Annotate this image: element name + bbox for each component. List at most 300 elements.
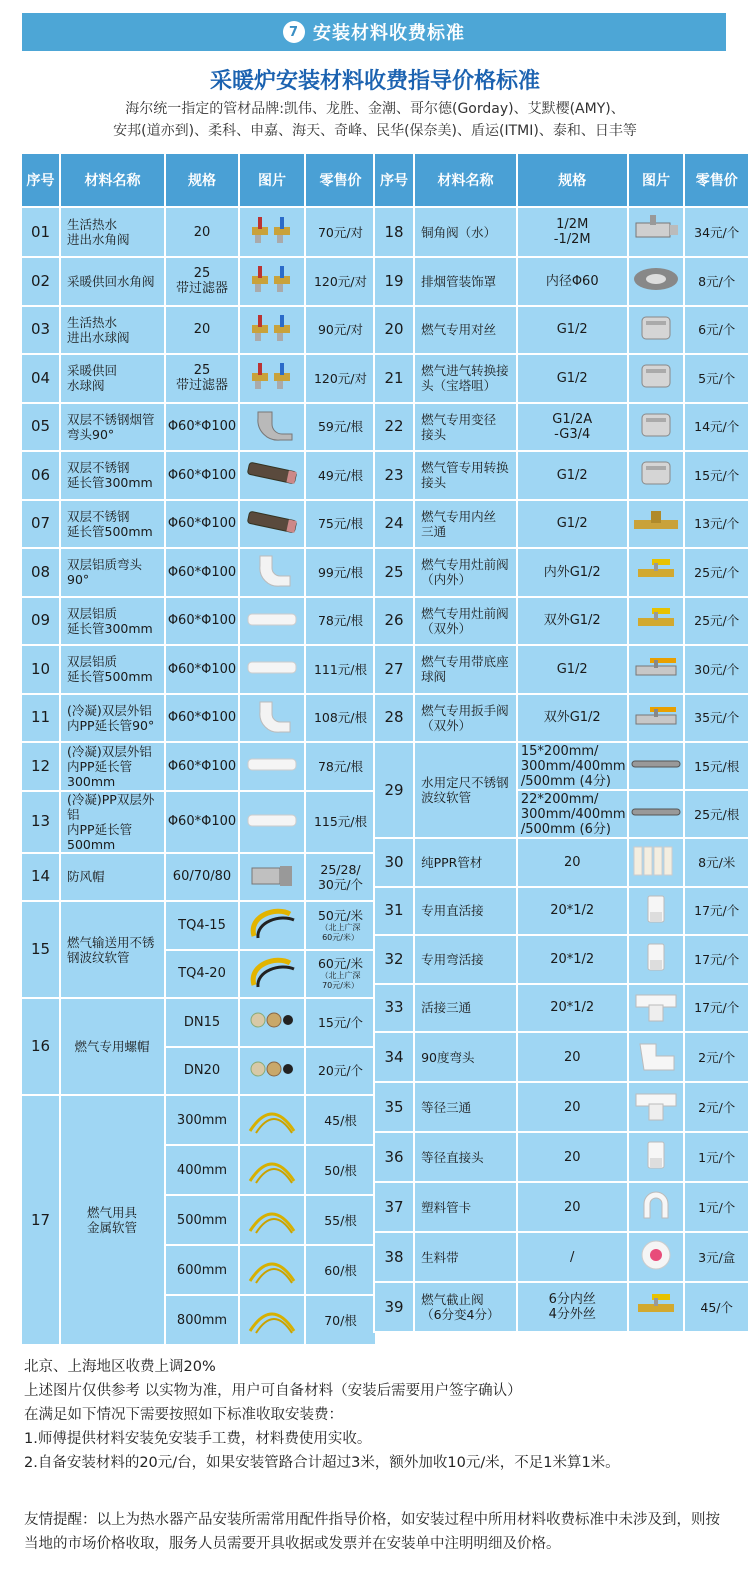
price xyxy=(685,791,748,837)
tee-icon xyxy=(630,505,682,539)
picture-cell xyxy=(240,452,304,499)
picture-cell xyxy=(240,792,304,852)
column-header: 图片 xyxy=(240,154,304,206)
picture-cell xyxy=(240,999,304,1046)
material-name: 90度弯头 xyxy=(415,1033,516,1081)
steel-pipe-icon xyxy=(246,456,298,490)
row-number: 21 xyxy=(375,355,413,402)
row-number: 35 xyxy=(375,1083,413,1131)
metal-hose-icon xyxy=(246,1101,298,1135)
section-title: 安装材料收费标准 xyxy=(313,23,465,44)
spec: 25 带过滤器 xyxy=(166,355,238,402)
notes xyxy=(24,1355,729,1475)
angle-valve-icon xyxy=(630,213,682,247)
price-note: （北上广深 70元/米） xyxy=(320,971,361,991)
row-number: 18 xyxy=(375,208,413,256)
spec: 20 xyxy=(166,307,238,354)
table-row xyxy=(375,936,748,983)
material-name: 燃气专用内丝 三通 xyxy=(415,501,516,548)
picture-cell xyxy=(629,258,684,305)
material-name: 采暖供回水角阀 xyxy=(61,258,164,305)
table-row xyxy=(375,1283,748,1331)
spec: DN20 xyxy=(166,1048,238,1095)
picture-cell xyxy=(240,854,304,901)
picture-cell xyxy=(240,646,304,693)
price: 78元/根 xyxy=(306,598,375,645)
note-line: 北京、上海地区收费上调20% xyxy=(24,1359,216,1375)
price: 8元/个 xyxy=(685,258,748,305)
spec: G1/2 xyxy=(518,355,627,402)
table-row xyxy=(375,695,748,742)
material-name: 双层不锈钢烟管 弯头90° xyxy=(61,404,164,451)
ball-valve-icon xyxy=(630,699,682,733)
price: 35元/个 xyxy=(685,695,748,742)
spec: 20 xyxy=(518,1083,627,1131)
row-number: 06 xyxy=(22,452,59,499)
row-number: 05 xyxy=(22,404,59,451)
price: 14元/个 xyxy=(685,404,748,451)
table-row xyxy=(22,598,375,645)
picture-cell xyxy=(629,1233,684,1281)
price-value: 25元/根 xyxy=(694,806,740,822)
page-title: 采暖炉安装材料收费指导价格标准 xyxy=(209,69,540,94)
row-number: 14 xyxy=(22,854,59,901)
table-row xyxy=(22,1096,375,1144)
material-name: 燃气专用对丝 xyxy=(415,307,516,354)
table-row xyxy=(375,1083,748,1131)
column-header: 序号 xyxy=(375,154,413,206)
valve-pair-icon xyxy=(246,262,298,296)
material-name: 等径三通 xyxy=(415,1083,516,1131)
note-line: 在满足如下情况下需要按照如下标准收取安装费： xyxy=(24,1407,343,1423)
spec: G1/2 xyxy=(518,452,627,499)
fitting-icon xyxy=(630,408,682,442)
picture-cell xyxy=(240,404,304,451)
price: 30元/个 xyxy=(685,646,748,693)
table-row xyxy=(22,501,375,548)
table-row xyxy=(375,501,748,548)
valve-pair-icon xyxy=(246,359,298,393)
row-number: 25 xyxy=(375,549,413,596)
price-value: 45/根 xyxy=(324,1112,357,1128)
spec: TQ4-20 xyxy=(166,951,238,998)
price: 17元/个 xyxy=(685,936,748,983)
picture-cell xyxy=(240,1096,304,1144)
spec: 400mm xyxy=(166,1146,238,1194)
ppr-tee-icon xyxy=(630,1088,682,1122)
spec: 20 xyxy=(518,839,627,886)
spec: 双外G1/2 xyxy=(518,695,627,742)
picture-cell xyxy=(629,1183,684,1231)
spec: / xyxy=(518,1233,627,1281)
material-name: 活接三通 xyxy=(415,985,516,1032)
row-number: 36 xyxy=(375,1133,413,1181)
valve-pair-icon xyxy=(246,213,298,247)
material-name: 燃气专用扳手阀 （双外） xyxy=(415,695,516,742)
table-row xyxy=(22,902,375,949)
ppr-elbow-icon xyxy=(630,1038,682,1072)
picture-cell xyxy=(629,549,684,596)
price-value: 60元/米 xyxy=(317,956,364,972)
row-number: 23 xyxy=(375,452,413,499)
spec: Φ60*Φ100 xyxy=(166,452,238,499)
row-number: 12 xyxy=(22,743,59,790)
table-row xyxy=(22,208,375,256)
metal-hose-icon xyxy=(246,1301,298,1335)
material-name: 燃气进气转换接 头（宝塔咀） xyxy=(415,355,516,402)
price-value: 20元/个 xyxy=(317,1063,364,1079)
gas-valve-icon xyxy=(630,602,682,636)
price-table-right xyxy=(373,152,750,1333)
spec: 25 带过滤器 xyxy=(166,258,238,305)
note-line: 1.师傅提供材料安装免安装手工费，材料费使用实收。 xyxy=(24,1431,372,1447)
valve-pair-icon xyxy=(246,311,298,345)
material-name: 燃气专用灶前阀 （内外） xyxy=(415,549,516,596)
picture-cell xyxy=(629,355,684,402)
picture-cell xyxy=(240,1146,304,1194)
price xyxy=(306,1196,375,1244)
material-name: 生料带 xyxy=(415,1233,516,1281)
row-number: 11 xyxy=(22,695,59,742)
picture-cell xyxy=(240,355,304,402)
spec: Φ60*Φ100 xyxy=(166,743,238,790)
table-row xyxy=(375,1233,748,1281)
spec: Φ60*Φ100 xyxy=(166,598,238,645)
brand-line: 安邦(道亦到)、柔科、申嘉、海天、奇峰、民华(保奈美)、盾运(ITMI)、泰和、日丰等 xyxy=(113,123,637,139)
price-value: 60/根 xyxy=(324,1262,357,1278)
material-name: 双层铝质 延长管500mm xyxy=(61,646,164,693)
table-row xyxy=(22,743,375,790)
material-name: 生活热水 进出水球阀 xyxy=(61,307,164,354)
spec: Φ60*Φ100 xyxy=(166,695,238,742)
spec: 20 xyxy=(518,1133,627,1181)
steel-hose-icon xyxy=(630,747,682,781)
spec: DN15 xyxy=(166,999,238,1046)
price xyxy=(306,1296,375,1344)
friendly-tip: 友情提醒：以上为热水器产品安装所需常用配件指导价格，如安装过程中所用材料收费标准中未涉及到，则按当地的市场价格收取，服务人员需要开具收据或发票并在安装单中注明明细及价格。 xyxy=(24,1512,720,1552)
row-number: 13 xyxy=(22,792,59,852)
material-name: 纯PPR管材 xyxy=(415,839,516,886)
picture-cell xyxy=(240,549,304,596)
ppr-pipes-icon xyxy=(630,843,682,877)
row-number: 32 xyxy=(375,936,413,983)
steel-elbow-icon xyxy=(246,408,298,442)
white-elbow-icon xyxy=(246,553,298,587)
price-value: 70/根 xyxy=(324,1312,357,1328)
table-row xyxy=(22,695,375,742)
ppr-fitting-icon xyxy=(630,940,682,974)
price: 15元/个 xyxy=(685,452,748,499)
spec: G1/2 xyxy=(518,501,627,548)
price: 78元/根 xyxy=(306,743,375,790)
material-name: 双层铝质弯头90° xyxy=(61,549,164,596)
row-number: 31 xyxy=(375,888,413,935)
price xyxy=(306,1096,375,1144)
row-number: 04 xyxy=(22,355,59,402)
price-value: 50/根 xyxy=(324,1162,357,1178)
table-row xyxy=(375,1033,748,1081)
spec: 300mm xyxy=(166,1096,238,1144)
price-value: 15元/个 xyxy=(317,1014,364,1030)
row-number: 27 xyxy=(375,646,413,693)
table-row xyxy=(22,854,375,901)
price-value: 15元/根 xyxy=(694,758,740,774)
spec: Φ60*Φ100 xyxy=(166,501,238,548)
price: 49元/根 xyxy=(306,452,375,499)
material-name: 等径直接头 xyxy=(415,1133,516,1181)
spec: 内外G1/2 xyxy=(518,549,627,596)
table-row xyxy=(375,985,748,1032)
spec: 20 xyxy=(518,1183,627,1231)
material-name: 燃气专用螺帽 xyxy=(61,999,164,1094)
nut-icon xyxy=(246,1003,298,1037)
price-value: 55/根 xyxy=(324,1212,357,1228)
wind-cap-icon xyxy=(246,858,298,892)
white-elbow-icon xyxy=(246,699,298,733)
price: 3元/盒 xyxy=(685,1233,748,1281)
brand-list xyxy=(0,98,750,142)
price xyxy=(306,951,375,998)
picture-cell xyxy=(629,598,684,645)
table-row xyxy=(22,355,375,402)
picture-cell xyxy=(629,452,684,499)
price: 1元/个 xyxy=(685,1133,748,1181)
note-line: 上述图片仅供参考 以实物为准，用户可自备材料（安装后需要用户签字确认） xyxy=(24,1383,522,1399)
gas-valve-icon xyxy=(630,1288,682,1322)
picture-cell xyxy=(629,695,684,742)
material-name: (冷凝)PP双层外铝 内PP延长管500mm xyxy=(61,792,164,852)
material-name: 塑料管卡 xyxy=(415,1183,516,1231)
row-number: 15 xyxy=(22,902,59,997)
picture-cell xyxy=(629,985,684,1032)
nut-icon xyxy=(246,1052,298,1086)
table-row xyxy=(22,646,375,693)
price: 115元/根 xyxy=(306,792,375,852)
row-number: 38 xyxy=(375,1233,413,1281)
picture-cell xyxy=(629,1283,684,1331)
price: 120元/对 xyxy=(306,355,375,402)
picture-cell xyxy=(240,501,304,548)
steel-hose-icon xyxy=(630,795,682,829)
price xyxy=(306,1246,375,1294)
material-name: 燃气专用带底座 球阀 xyxy=(415,646,516,693)
picture-cell xyxy=(629,307,684,354)
material-name: 水用定尺不锈钢 波纹软管 xyxy=(415,743,516,837)
picture-cell xyxy=(629,208,684,256)
row-number: 19 xyxy=(375,258,413,305)
ring-cover-icon xyxy=(630,262,682,296)
row-number: 39 xyxy=(375,1283,413,1331)
spec: G1/2A -G3/4 xyxy=(518,404,627,451)
material-name: 燃气截止阀 （6分变4分） xyxy=(415,1283,516,1331)
row-number: 24 xyxy=(375,501,413,548)
price: 75元/根 xyxy=(306,501,375,548)
spec: 20 xyxy=(166,208,238,256)
row-number: 22 xyxy=(375,404,413,451)
tape-icon xyxy=(630,1238,682,1272)
table-row xyxy=(375,888,748,935)
price: 70元/对 xyxy=(306,208,375,256)
table-row xyxy=(375,646,748,693)
note-line: 2.自备安装材料的20元/台，如果安装管路合计超过3米，额外加收10元/米，不足1米算1米。 xyxy=(24,1455,620,1471)
picture-cell xyxy=(629,839,684,886)
picture-cell xyxy=(240,743,304,790)
table-row xyxy=(375,549,748,596)
ppr-fitting-icon xyxy=(630,1138,682,1172)
row-number: 16 xyxy=(22,999,59,1094)
price: 99元/根 xyxy=(306,549,375,596)
steel-pipe-icon xyxy=(246,505,298,539)
column-header: 序号 xyxy=(22,154,59,206)
price-value: 50元/米 xyxy=(317,907,364,923)
yellow-hose-icon xyxy=(246,906,298,940)
row-number: 28 xyxy=(375,695,413,742)
material-name: 生活热水 进出水角阀 xyxy=(61,208,164,256)
picture-cell xyxy=(629,1083,684,1131)
table-row xyxy=(375,452,748,499)
material-name: 防风帽 xyxy=(61,854,164,901)
spec: Φ60*Φ100 xyxy=(166,549,238,596)
material-name: (冷凝)双层外铝 内PP延长管90° xyxy=(61,695,164,742)
spec: 22*200mm/ 300mm/400mm /500mm (6分) xyxy=(518,791,627,837)
material-name: 双层不锈钢 延长管300mm xyxy=(61,452,164,499)
row-number: 08 xyxy=(22,549,59,596)
picture-cell xyxy=(240,598,304,645)
picture-cell xyxy=(629,646,684,693)
table-row xyxy=(375,839,748,886)
row-number: 26 xyxy=(375,598,413,645)
material-name: 采暖供回 水球阀 xyxy=(61,355,164,402)
spec: Φ60*Φ100 xyxy=(166,404,238,451)
table-row xyxy=(375,307,748,354)
price: 90元/对 xyxy=(306,307,375,354)
price: 17元/个 xyxy=(685,888,748,935)
price: 17元/个 xyxy=(685,985,748,1032)
metal-hose-icon xyxy=(246,1201,298,1235)
column-header: 规格 xyxy=(166,154,238,206)
table-row xyxy=(22,452,375,499)
material-name: 燃气用具 金属软管 xyxy=(61,1096,164,1344)
spec: 15*200mm/ 300mm/400mm /500mm (4分) xyxy=(518,743,627,789)
spec: 内径Φ60 xyxy=(518,258,627,305)
column-header: 材料名称 xyxy=(415,154,516,206)
row-number: 03 xyxy=(22,307,59,354)
table-row xyxy=(22,999,375,1046)
metal-hose-icon xyxy=(246,1151,298,1185)
fitting-icon xyxy=(630,456,682,490)
row-number: 07 xyxy=(22,501,59,548)
column-header: 零售价 xyxy=(685,154,748,206)
spec: 500mm xyxy=(166,1196,238,1244)
price xyxy=(306,1048,375,1095)
picture-cell xyxy=(240,1296,304,1344)
spec: 800mm xyxy=(166,1296,238,1344)
spec: 60/70/80 xyxy=(166,854,238,901)
fitting-icon xyxy=(630,311,682,345)
price: 25元/个 xyxy=(685,598,748,645)
yellow-hose-icon xyxy=(246,955,298,989)
picture-cell xyxy=(240,1196,304,1244)
picture-cell xyxy=(240,1048,304,1095)
picture-cell xyxy=(629,404,684,451)
price: 6元/个 xyxy=(685,307,748,354)
picture-cell xyxy=(240,208,304,256)
row-number: 01 xyxy=(22,208,59,256)
material-name: 燃气专用变径 接头 xyxy=(415,404,516,451)
row-number: 17 xyxy=(22,1096,59,1344)
spec: 20*1/2 xyxy=(518,985,627,1032)
price: 108元/根 xyxy=(306,695,375,742)
column-header: 规格 xyxy=(518,154,627,206)
picture-cell xyxy=(629,501,684,548)
spec: 6分内丝 4分外丝 xyxy=(518,1283,627,1331)
material-name: 双层铝质 延长管300mm xyxy=(61,598,164,645)
spec: Φ60*Φ100 xyxy=(166,646,238,693)
fitting-icon xyxy=(630,359,682,393)
section-banner xyxy=(22,13,726,51)
picture-cell xyxy=(629,791,684,837)
spec: 20*1/2 xyxy=(518,936,627,983)
picture-cell xyxy=(629,1033,684,1081)
picture-cell xyxy=(629,936,684,983)
row-number: 02 xyxy=(22,258,59,305)
brand-line: 海尔统一指定的管材品牌:凯伟、龙胜、金潮、哥尔德(Gorday)、艾默樱(AMY)、 xyxy=(125,101,625,117)
gas-valve-icon xyxy=(630,553,682,587)
material-name: 燃气专用灶前阀 （双外） xyxy=(415,598,516,645)
material-name: 燃气输送用不锈 钢波纹软管 xyxy=(61,902,164,997)
material-name: 双层不锈钢 延长管500mm xyxy=(61,501,164,548)
row-number: 10 xyxy=(22,646,59,693)
material-name: 铜角阀（水） xyxy=(415,208,516,256)
picture-cell xyxy=(240,307,304,354)
ppr-tee-icon xyxy=(630,989,682,1023)
spec: G1/2 xyxy=(518,646,627,693)
picture-cell xyxy=(240,258,304,305)
row-number: 29 xyxy=(375,743,413,837)
column-header: 零售价 xyxy=(306,154,375,206)
row-number: 34 xyxy=(375,1033,413,1081)
white-pipe-icon xyxy=(246,650,298,684)
price: 111元/根 xyxy=(306,646,375,693)
ball-valve-icon xyxy=(630,650,682,684)
price: 25元/个 xyxy=(685,549,748,596)
price: 2元/个 xyxy=(685,1033,748,1081)
price: 25/28/ 30元/个 xyxy=(306,854,375,901)
price: 34元/个 xyxy=(685,208,748,256)
metal-hose-icon xyxy=(246,1251,298,1285)
price-note: （北上广深 60元/米） xyxy=(320,922,361,942)
table-row xyxy=(375,404,748,451)
price: 13元/个 xyxy=(685,501,748,548)
table-row xyxy=(375,208,748,256)
price xyxy=(685,743,748,789)
table-row xyxy=(375,598,748,645)
spec: 20*1/2 xyxy=(518,888,627,935)
picture-cell xyxy=(240,1246,304,1294)
price: 2元/个 xyxy=(685,1083,748,1131)
pipe-clip-icon xyxy=(630,1188,682,1222)
row-number: 30 xyxy=(375,839,413,886)
table-row xyxy=(375,355,748,402)
price: 120元/对 xyxy=(306,258,375,305)
price: 59元/根 xyxy=(306,404,375,451)
spec: G1/2 xyxy=(518,307,627,354)
material-name: 排烟管装饰罩 xyxy=(415,258,516,305)
picture-cell xyxy=(240,695,304,742)
spec: 600mm xyxy=(166,1246,238,1294)
column-header: 图片 xyxy=(629,154,684,206)
white-pipe-icon xyxy=(246,803,298,837)
